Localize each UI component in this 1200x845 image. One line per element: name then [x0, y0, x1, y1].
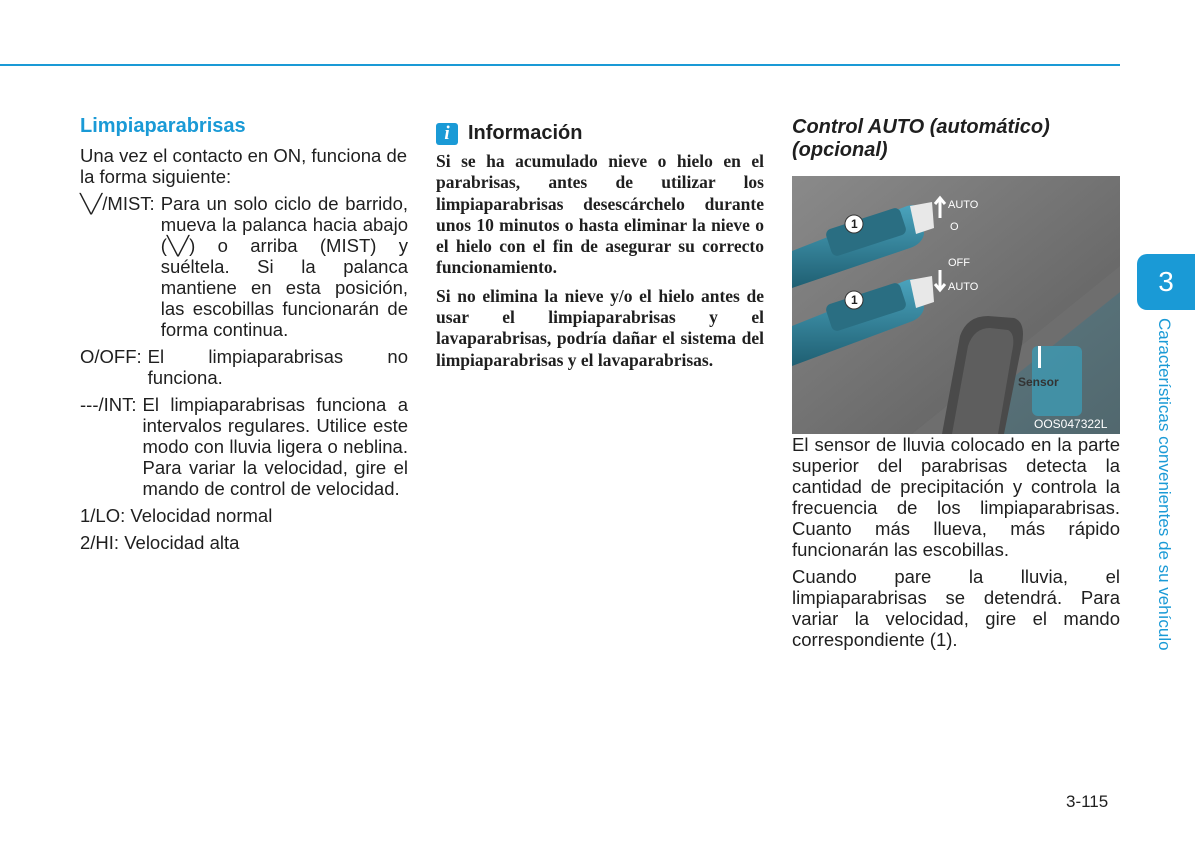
info-title: Información [468, 122, 583, 144]
header-rule [0, 64, 1120, 66]
speed-hi: 2/HI: Velocidad alta [80, 532, 240, 553]
wiper-section [80, 116, 408, 559]
info-paragraph: Si no elimina la nieve y/o el hielo antes de usar el limpiaparabrisas y el lavaparabrisas, podría dañar el sistema del limpiaparabrisas y el lavaparabrisas. [436, 285, 764, 370]
label-sensor: Sensor [1018, 375, 1059, 389]
sensor-paragraph: El sensor de lluvia colocado en la parte superior del parabrisas detecta la cantidad de precipitación y controla la frecuencia de los limpiaparabrisas. Cuanto más llueva, más rápido funcionarán las escobillas. [792, 434, 1120, 560]
figure-illustration [792, 176, 1120, 434]
definition-desc: Para un solo ciclo de barrido, mueva la palanca hacia abajo (╲╱) o arriba (MIST) y suéltela. Si la palanca mantiene en esta posición, las escobillas funcionarán de forma continua. [160, 193, 408, 340]
speed-lo: 1/LO: Velocidad normal [80, 505, 273, 526]
section-heading: Control AUTO (automático) (opcional) [792, 116, 1050, 161]
info-icon: i [436, 123, 458, 145]
rain-sensor-figure [792, 176, 1120, 434]
definition-term: ---/INT: [80, 394, 137, 415]
definition-desc: El limpiaparabrisas funciona a intervalos regulares. Utilice este modo con lluvia ligera o neblina. Para variar la velocidad, gire el mando de control de velocidad. [142, 394, 408, 499]
definition-mist [80, 193, 408, 340]
callout-1-bottom-text: 1 [851, 293, 858, 307]
section-heading: Limpiaparabrisas [80, 115, 246, 137]
auto-control-section [792, 116, 1120, 656]
chapter-tab: 3 [1137, 254, 1195, 310]
intro-text: Una vez el contacto en ON, funciona de la forma siguiente: [80, 145, 408, 187]
sensor-paragraph: Cuando pare la lluvia, el limpiaparabrisas se detendrá. Para variar la velocidad, gire el mando correspondiente (1). [792, 566, 1120, 650]
definition-desc: El limpiaparabrisas no funciona. [147, 346, 408, 388]
figure-code: OOS047322L [1034, 417, 1108, 431]
callout-1-top-text: 1 [851, 217, 858, 231]
definition-term: ╲╱/MIST: [80, 193, 155, 214]
label-o: O [950, 221, 959, 233]
page-number: 3-115 [1066, 792, 1109, 811]
info-box [436, 122, 764, 378]
info-header [436, 122, 764, 145]
info-paragraph: Si se ha acumulado nieve o hielo en el parabrisas, antes de utilizar los limpiaparabrisas desescárchelo durante unos 10 minutos o hasta eliminar la nieve o el hielo con el fin de asegurar su correcto funcionamiento. [436, 151, 764, 278]
definition-term: O/OFF: [80, 346, 142, 367]
definition-off [80, 346, 408, 388]
label-off: OFF [948, 257, 970, 269]
definition-int [80, 394, 408, 499]
chapter-title: Características convenientes de su vehículo [1155, 318, 1174, 651]
label-auto-top: AUTO [948, 199, 979, 211]
label-auto-bottom: AUTO [948, 281, 979, 293]
